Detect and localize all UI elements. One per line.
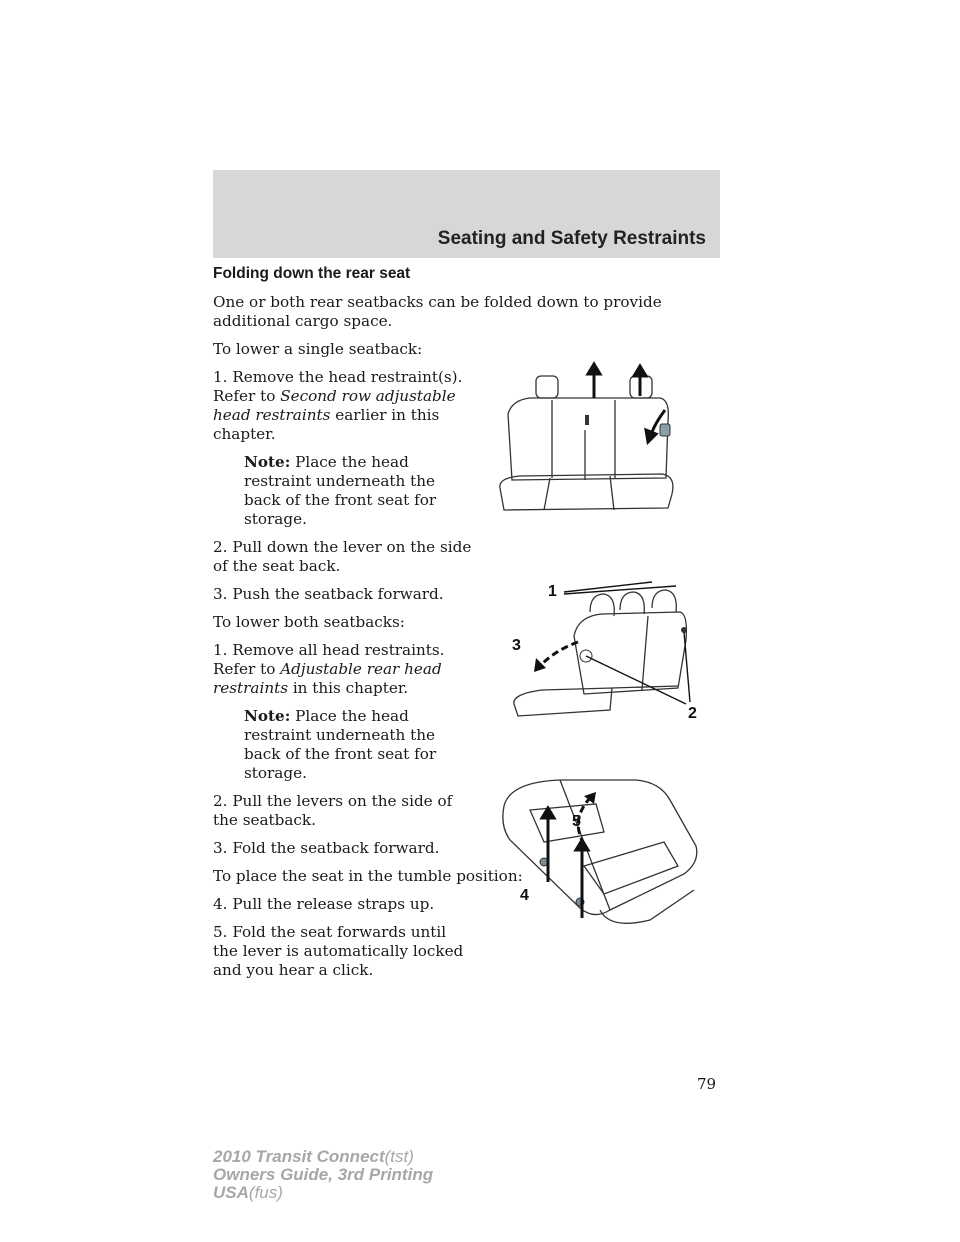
single-step-2: 2. Pull down the lever on the side of the seat back.: [213, 538, 472, 575]
section-title: Seating and Safety Restraints: [437, 228, 706, 249]
callout-5: 5: [572, 813, 581, 830]
both-step-1-tail: in this chapter.: [292, 679, 409, 697]
callout-2: 2: [688, 705, 697, 722]
footer-model: 2010 Transit Connect: [213, 1147, 385, 1166]
callout-4: 4: [520, 887, 529, 904]
figure-tumble-position: [500, 770, 705, 945]
seat-illustration: [500, 770, 705, 945]
note-text: Place the head restraint underneath the back of the front seat for storage.: [244, 453, 437, 528]
note-label: Note:: [244, 453, 291, 471]
callout-3: 3: [512, 637, 521, 654]
footer-market: USA: [213, 1183, 249, 1202]
tumble-step-4: 4. Pull the release straps up.: [213, 895, 435, 913]
section-heading: Folding down the rear seat: [213, 265, 411, 282]
single-step-1-tail: earlier in this chapter.: [213, 406, 440, 443]
both-note: [244, 707, 476, 783]
single-step-1-text: 1. Remove the head restraint(s). Refer to: [213, 368, 463, 405]
section-header-band: [213, 170, 720, 258]
single-seatback-lead: To lower a single seatback:: [213, 340, 423, 358]
footer-line-3: [213, 1184, 433, 1202]
single-note: [244, 453, 476, 529]
footer-line-1: [213, 1148, 433, 1166]
figure-single-seatback: [490, 360, 695, 520]
page-number: 79: [697, 1075, 717, 1093]
footer-market-code: (fus): [248, 1183, 283, 1202]
single-step-1-reference: Second row adjustable head restraints: [213, 387, 456, 424]
both-step-1-reference: Adjustable rear head restraints: [213, 660, 442, 697]
both-step-1: [213, 641, 473, 698]
both-seatbacks-lead: To lower both seatbacks:: [213, 613, 405, 631]
seat-illustration: [502, 570, 707, 730]
seat-illustration: [490, 360, 695, 520]
single-step-1: [213, 368, 473, 444]
both-step-2: 2. Pull the levers on the side of the seatback.: [213, 792, 453, 829]
both-step-3: 3. Fold the seatback forward.: [213, 839, 440, 857]
tumble-step-5: 5. Fold the seat forwards until the lever is automatically locked and you hear a click.: [213, 923, 464, 979]
callout-1: 1: [548, 583, 557, 600]
footer-model-code: (tst): [384, 1147, 414, 1166]
footer-line-2: [213, 1166, 433, 1184]
single-step-3: 3. Push the seatback forward.: [213, 585, 444, 603]
figure-both-seatbacks: [502, 570, 707, 730]
note-label: Note:: [244, 707, 291, 725]
tumble-lead: To place the seat in the tumble position:: [213, 867, 523, 885]
footer-printing: Owners Guide, 3rd Printing: [213, 1165, 434, 1184]
intro-paragraph: One or both rear seatbacks can be folded down to provide additional cargo space.: [213, 293, 662, 330]
note-text: Place the head restraint underneath the back of the front seat for storage.: [244, 707, 437, 782]
both-step-1-text: 1. Remove all head restraints. Refer to: [213, 641, 445, 678]
document-footer: [213, 1148, 433, 1202]
